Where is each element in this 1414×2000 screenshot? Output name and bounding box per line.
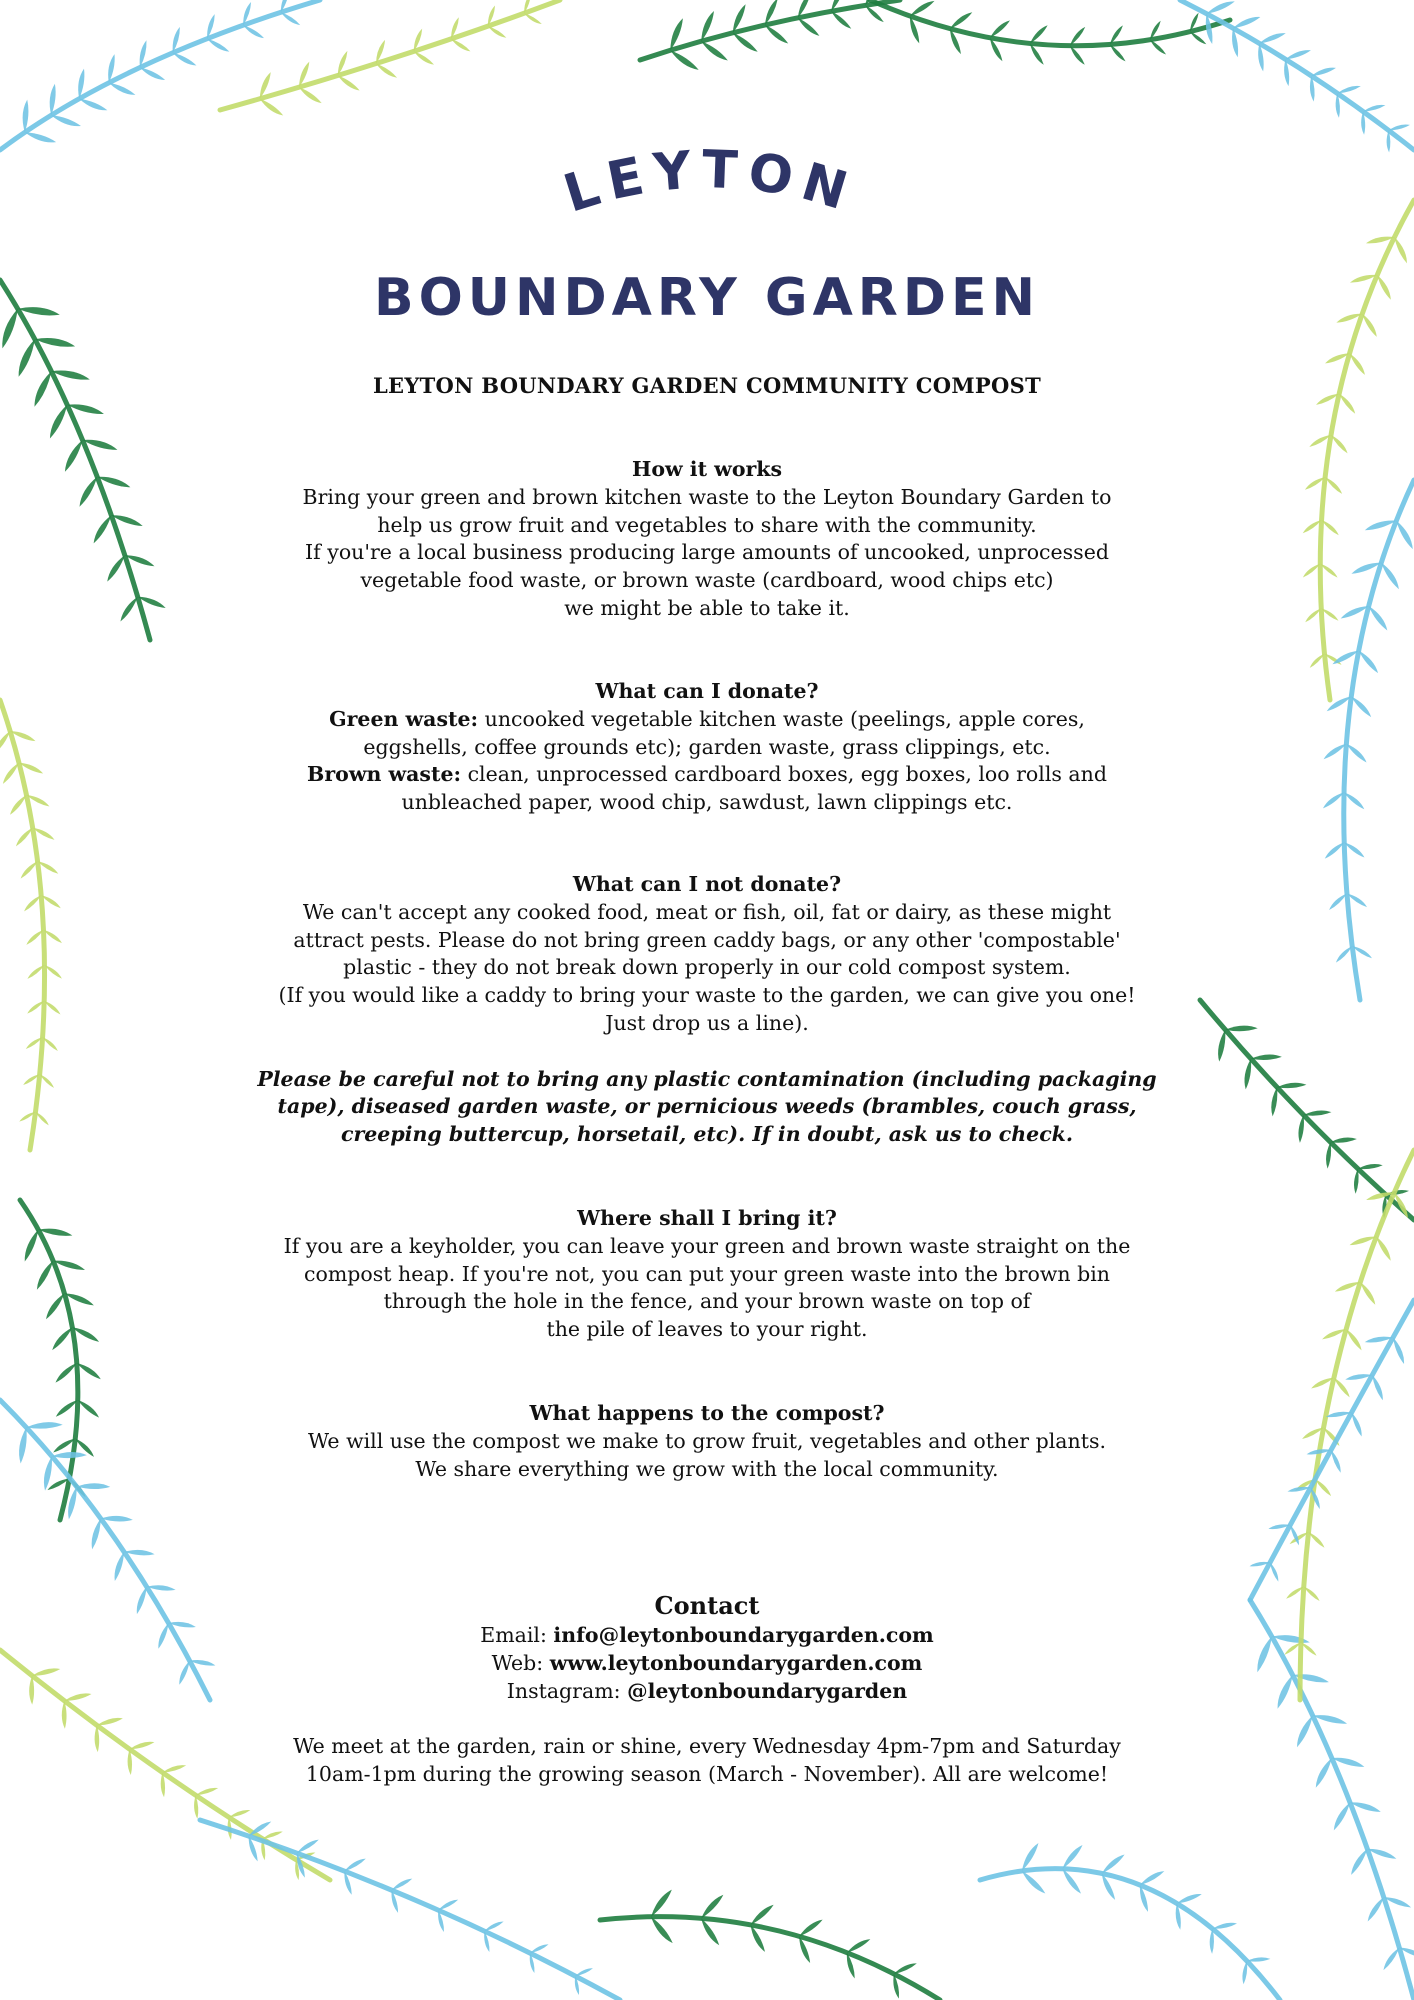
leaf xyxy=(55,1363,76,1383)
leaf xyxy=(1325,477,1342,494)
leaf xyxy=(77,1483,111,1489)
frond-stem xyxy=(1320,200,1414,700)
heading-how-it-works: How it works xyxy=(631,457,783,481)
instagram-line xyxy=(240,1678,1174,1706)
leaf xyxy=(1381,563,1399,590)
leaf xyxy=(1257,1637,1271,1673)
leaf xyxy=(34,371,51,407)
leaf xyxy=(1315,1479,1331,1496)
web-line xyxy=(240,1650,1174,1678)
leaf xyxy=(1190,32,1206,45)
body-line: unbleached paper, wood chip, sawdust, lawn clippings etc. xyxy=(401,790,1013,815)
leaf xyxy=(1311,68,1335,76)
leaf xyxy=(1177,1894,1202,1903)
frond-stem xyxy=(0,700,45,1150)
frond-stem xyxy=(1200,1000,1414,1220)
leaf xyxy=(109,83,136,95)
green-waste-label: Green waste: xyxy=(329,706,479,731)
body-line: We will use the compost we make to grow fruit, vegetables and other plants. xyxy=(308,1428,1106,1453)
leaf xyxy=(25,1230,39,1262)
body-line: vegetable food waste, or brown waste (cardboard, wood chips etc) xyxy=(360,568,1054,593)
body-line: Bring your green and brown kitchen waste to the Leyton Boundary Garden to xyxy=(302,484,1112,509)
leaf xyxy=(140,68,165,80)
instagram-label: Instagram: xyxy=(506,1678,628,1703)
leaf xyxy=(1244,1059,1251,1090)
body-line: If you're a local business producing large amounts of uncooked, unprocessed xyxy=(305,540,1109,565)
leaf xyxy=(115,1552,125,1581)
leaf xyxy=(1396,521,1412,550)
leaf xyxy=(18,307,60,315)
leaf xyxy=(56,1400,78,1417)
leaf xyxy=(1363,105,1385,112)
leaf xyxy=(79,99,107,111)
body-line: We share everything we grow with the local community. xyxy=(415,1456,999,1481)
leaf xyxy=(1233,17,1260,28)
warning-line: Please be careful not to bring any plastic contamination (including packaging xyxy=(257,1066,1157,1091)
leaf xyxy=(64,1693,91,1700)
leaf xyxy=(1339,394,1355,414)
email-line xyxy=(240,1622,1174,1650)
leaf xyxy=(1324,744,1347,759)
leaf xyxy=(51,115,81,126)
leaf xyxy=(158,1623,168,1649)
body-line: we might be able to take it. xyxy=(564,595,850,620)
leaf xyxy=(44,1001,60,1015)
leaf xyxy=(101,1516,133,1522)
leaf xyxy=(0,731,10,753)
leaf xyxy=(1242,1961,1247,1984)
leaf xyxy=(130,1742,155,1749)
leaf xyxy=(1383,1948,1399,1971)
leaf xyxy=(1350,353,1365,375)
heading-where-shall-i-bring-it: Where shall I bring it? xyxy=(577,1206,837,1230)
leaf xyxy=(107,555,125,581)
leaf xyxy=(23,100,29,133)
leaf xyxy=(1346,1329,1361,1350)
frond-stem xyxy=(1344,480,1414,1000)
leaf xyxy=(1351,1849,1367,1875)
leaf xyxy=(10,795,26,815)
leaf xyxy=(1354,1169,1359,1194)
leaf xyxy=(1330,1138,1356,1143)
leaf xyxy=(29,1676,34,1705)
body-line: plastic - they do not break down properly in our cold compost system. xyxy=(343,955,1071,980)
email-label: Email: xyxy=(480,1623,554,1647)
leaf xyxy=(1297,1716,1313,1748)
leaf xyxy=(24,895,41,911)
body-line: We can't accept any cooked food, meat or fish, oil, fat or dairy, as these might xyxy=(302,899,1112,924)
leaf xyxy=(1326,1142,1331,1168)
body-line: If you are a keyholder, you can leave your green and brown waste straight on the xyxy=(283,1233,1131,1258)
heading-what-can-i-not-donate: What can I not donate? xyxy=(572,872,842,896)
leaf xyxy=(40,1074,54,1088)
leaf xyxy=(1336,946,1352,963)
leaf xyxy=(26,1422,62,1429)
leaf xyxy=(68,1487,77,1520)
leaf xyxy=(1351,697,1371,718)
leaf xyxy=(1278,1675,1293,1709)
leaf xyxy=(1325,842,1344,858)
leaf xyxy=(196,1788,219,1795)
heading-what-can-i-donate: What can I donate? xyxy=(595,679,819,703)
leaf xyxy=(173,53,197,66)
spacer xyxy=(240,1705,1174,1733)
leaf xyxy=(207,39,229,52)
leaf xyxy=(1377,275,1391,300)
body-line: attract pests. Please do not bring green caddy bags, or any other 'compostable' xyxy=(293,927,1121,952)
email-link[interactable]: info@leytonboundarygarden.com xyxy=(553,1623,934,1647)
body-line: (If you would like a caddy to bring your waste to the garden, we can give you one! xyxy=(278,983,1136,1008)
leaf xyxy=(92,1519,101,1550)
brown-waste-line xyxy=(240,761,1174,789)
body-line: eggshells, coffee grounds etc); garden waste, grass clippings, etc. xyxy=(363,734,1051,759)
leaf xyxy=(44,1456,52,1490)
leaf xyxy=(1304,1587,1320,1601)
leaf xyxy=(1362,314,1377,337)
body-line: Just drop us a line). xyxy=(605,1010,809,1035)
green-waste-line xyxy=(240,706,1174,734)
leaf xyxy=(1218,1030,1225,1062)
frond-stem xyxy=(0,1400,210,1700)
leaf xyxy=(25,132,56,142)
leaf xyxy=(1344,842,1364,857)
frond-stem xyxy=(1250,1300,1414,1600)
logo-boundary-garden: BOUNDARY GARDEN xyxy=(373,268,1041,328)
leaf xyxy=(1303,564,1320,578)
leaf xyxy=(1369,606,1388,631)
leaf xyxy=(97,1718,123,1725)
leaf xyxy=(1331,435,1348,453)
section-what-can-i-donate xyxy=(240,678,1174,817)
document-title: LEYTON BOUNDARY GARDEN COMMUNITY COMPOST xyxy=(372,373,1042,398)
body-line: compost heap. If you're not, you can put your green waste into the brown bin xyxy=(304,1261,1110,1286)
leaf xyxy=(1308,1532,1324,1548)
leaf xyxy=(1334,1802,1350,1830)
svg-text:LEYTON xyxy=(557,140,862,225)
leaf xyxy=(52,1452,87,1458)
leaf xyxy=(1207,1,1235,13)
warning-line: tape), diseased garden waste, or pernicious weeds (brambles, couch grass, xyxy=(277,1094,1137,1119)
leaf xyxy=(80,477,98,507)
leaf xyxy=(1322,520,1339,535)
leaf xyxy=(1359,651,1378,674)
leaf xyxy=(1320,564,1337,578)
leaf xyxy=(1305,608,1321,622)
leaf xyxy=(32,1668,60,1675)
leaf xyxy=(19,339,35,377)
leaf xyxy=(1358,1164,1383,1169)
leaf xyxy=(1316,1758,1332,1788)
leaf xyxy=(1310,654,1325,668)
leaf xyxy=(1298,1115,1304,1143)
frond-stem xyxy=(1250,1600,1414,2000)
leaf xyxy=(1277,1083,1306,1088)
instagram-link[interactable]: @leytonboundarygarden xyxy=(627,1678,908,1703)
leaf xyxy=(1334,1378,1350,1398)
green-waste-text: uncooked vegetable kitchen waste (peelings, apple cores, xyxy=(478,706,1085,731)
leaf xyxy=(1213,1923,1238,1929)
leaf xyxy=(1304,1110,1332,1115)
frond-stem xyxy=(0,280,150,640)
leaf xyxy=(1301,1643,1317,1656)
heading-contact: Contact xyxy=(654,1591,760,1620)
logo-line1: LEYTON xyxy=(557,139,863,225)
leaf xyxy=(36,1112,49,1126)
meeting-times-line: 10am-1pm during the growing season (March - November). All are welcome! xyxy=(305,1761,1109,1786)
leaf xyxy=(37,1261,53,1290)
section-contact xyxy=(240,1590,1174,1789)
leaf xyxy=(1376,1237,1390,1261)
leaf xyxy=(179,1661,189,1685)
leaf xyxy=(137,1587,147,1614)
leaf xyxy=(21,861,38,878)
section-how-it-works xyxy=(240,456,1174,623)
leaf xyxy=(1393,1338,1404,1365)
leaf xyxy=(27,965,44,979)
leaf xyxy=(3,763,19,784)
spacer xyxy=(240,1038,1174,1066)
leaf xyxy=(1346,744,1366,763)
leaf xyxy=(1329,894,1347,910)
section-what-can-i-not-donate xyxy=(240,871,1174,1149)
leaf xyxy=(77,1363,101,1379)
leaf xyxy=(1271,1087,1277,1116)
leaf xyxy=(78,1400,99,1418)
body-line: help us grow fruit and vegetables to share with the community. xyxy=(377,512,1037,537)
poster-content xyxy=(240,0,1174,2000)
leaf xyxy=(1360,1282,1375,1305)
logo-leyton-arched xyxy=(520,135,900,245)
leaf xyxy=(2,309,17,349)
leaf xyxy=(1270,1563,1278,1582)
brown-waste-text: clean, unprocessed cardboard boxes, egg boxes, loo rolls and xyxy=(461,762,1107,787)
leaf xyxy=(1352,1413,1362,1437)
leaf xyxy=(1323,792,1344,808)
body-line: the pile of leaves to your right. xyxy=(546,1317,868,1342)
leaf xyxy=(1368,1897,1384,1921)
leaf xyxy=(1285,50,1310,59)
brown-waste-label: Brown waste: xyxy=(307,762,462,787)
meeting-times-line: We meet at the garden, rain or shine, every Wednesday 4pm-7pm and Saturday xyxy=(293,1734,1121,1759)
leaf xyxy=(1331,1450,1341,1473)
leaf xyxy=(1225,1026,1257,1032)
body-line: through the hole in the fence, and your brown waste on top of xyxy=(383,1289,1031,1314)
leaf xyxy=(120,597,137,622)
leaf xyxy=(1394,237,1407,263)
leaf xyxy=(19,1427,27,1463)
web-link[interactable]: www.leytonboundarygarden.com xyxy=(549,1650,923,1675)
leaf xyxy=(94,515,112,543)
section-what-happens xyxy=(240,1400,1174,1483)
leaf xyxy=(52,1327,72,1350)
web-label: Web: xyxy=(491,1650,550,1675)
leaf xyxy=(1251,1054,1282,1060)
warning-line: creeping buttercup, horsetail, etc). If in doubt, ask us to check. xyxy=(340,1122,1074,1147)
leaf xyxy=(163,1765,187,1772)
leaf xyxy=(1372,1375,1383,1400)
leaf xyxy=(50,405,67,439)
heading-what-happens: What happens to the compost? xyxy=(529,1401,885,1425)
leaf xyxy=(43,1037,58,1051)
leaf xyxy=(1344,792,1364,809)
leaf xyxy=(26,930,43,945)
section-where-shall-i-bring-it xyxy=(240,1205,1174,1344)
leaf xyxy=(1259,33,1285,43)
leaf xyxy=(1389,124,1410,130)
leaf xyxy=(44,965,61,978)
leaf xyxy=(46,1293,64,1319)
leaf xyxy=(16,828,33,847)
leaf xyxy=(1247,1957,1270,1961)
leaf xyxy=(65,440,83,472)
leaf xyxy=(1337,86,1360,93)
